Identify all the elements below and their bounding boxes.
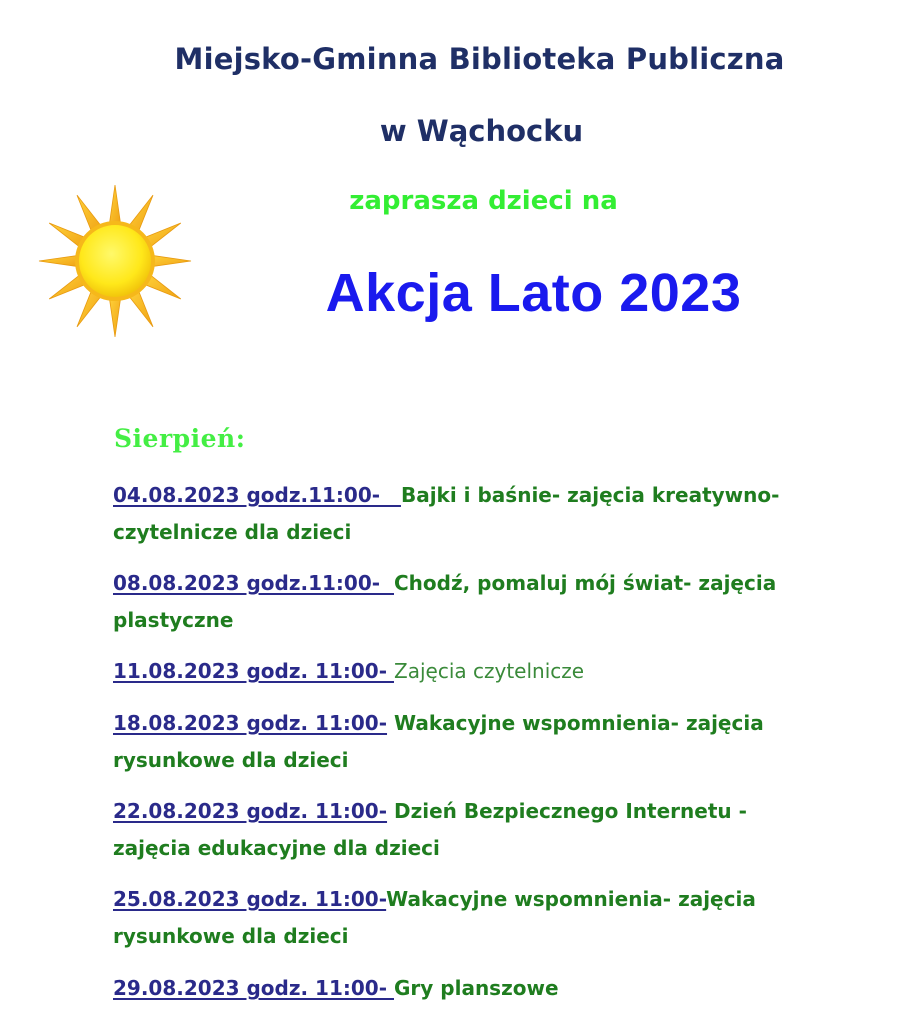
event-date: 04.08.2023 godz.11:00- (113, 483, 401, 507)
event-description: Dzień Bezpiecznego Internetu - zajęcia edukacyjne dla dzieci (113, 799, 747, 860)
sun-ray (39, 255, 79, 267)
event-date: 22.08.2023 godz. 11:00- (113, 799, 388, 823)
sun-ray (109, 297, 121, 337)
event-description: Wakacyjne wspomnienia- zajęcia rysunkowe dla dzieci (113, 711, 764, 772)
event-item (113, 653, 813, 690)
event-description: Zajęcia czytelnicze (394, 659, 585, 683)
invitation-text: zaprasza dzieci na (349, 186, 618, 216)
library-location: w Wąchocku (379, 114, 584, 148)
event-date: 18.08.2023 godz. 11:00- (113, 711, 388, 735)
event-item (113, 705, 813, 779)
event-date: 29.08.2023 godz. 11:00- (113, 976, 394, 1000)
event-item (113, 565, 813, 639)
event-date: 25.08.2023 godz. 11:00- (113, 887, 387, 911)
event-description: Bajki i baśnie- zajęcia kreatywno-czytelnicze dla dzieci (113, 483, 780, 544)
event-description: Wakacyjne wspomnienia- zajęcia rysunkowe dla dzieci (113, 887, 756, 948)
event-description: Gry planszowe (394, 976, 559, 1000)
library-name: Miejsko-Gminna Biblioteka Publiczna (174, 42, 785, 76)
event-item (113, 793, 813, 867)
sun-icon (38, 184, 192, 338)
event-item (113, 970, 813, 1007)
month-heading: Sierpień: (114, 424, 246, 453)
sun-ray (109, 185, 121, 225)
event-title: Akcja Lato 2023 (325, 263, 742, 323)
event-date: 08.08.2023 godz.11:00- (113, 571, 394, 595)
event-description: Chodź, pomaluj mój świat- zajęcia plastyczne (113, 571, 777, 632)
event-item (113, 881, 813, 955)
event-date: 11.08.2023 godz. 11:00- (113, 659, 394, 683)
event-item (113, 477, 813, 551)
sun-ray (151, 255, 191, 267)
